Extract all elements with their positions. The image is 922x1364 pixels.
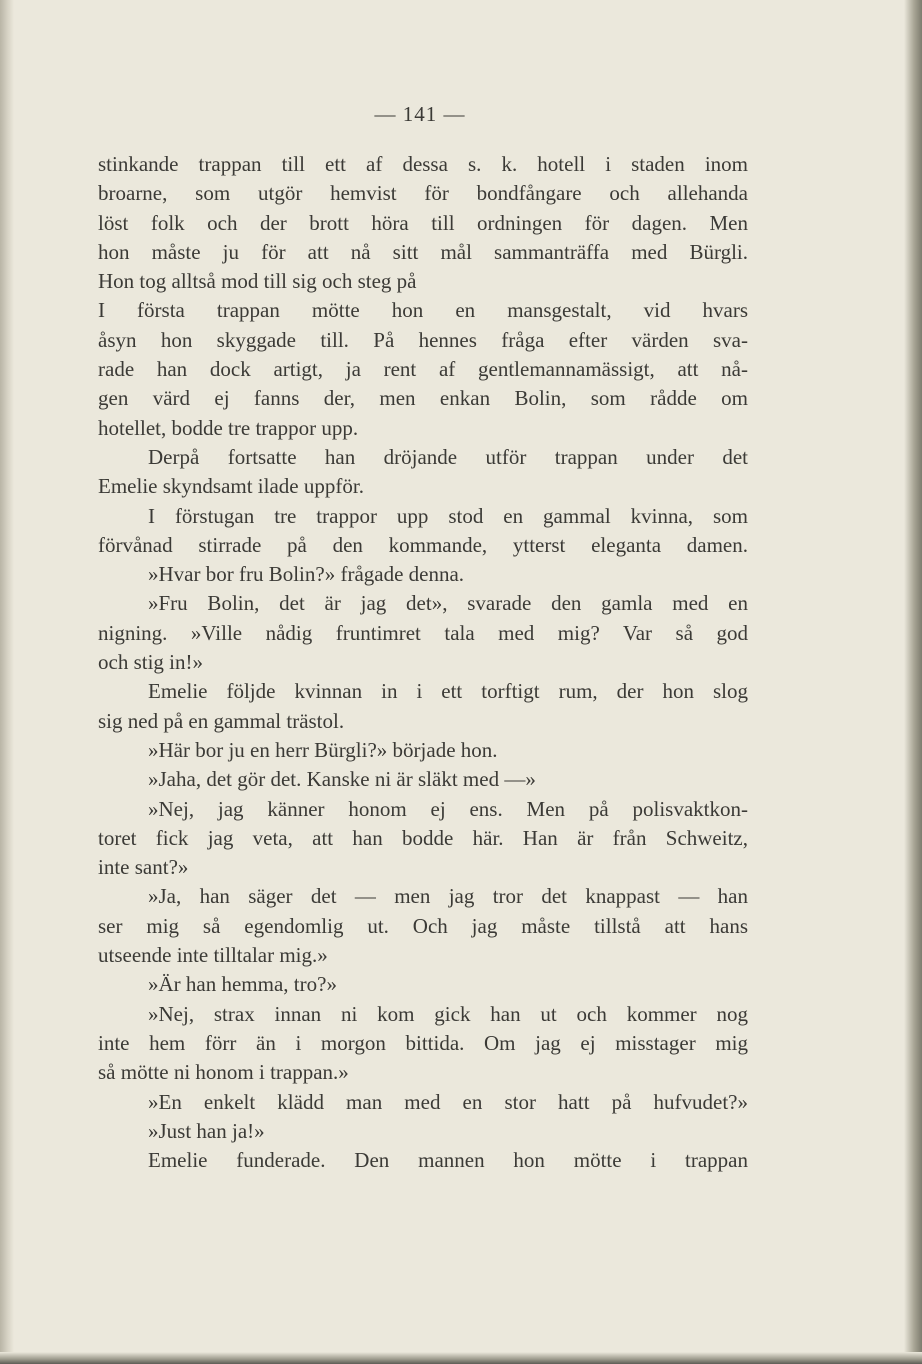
text-line: inte hem förr än i morgon bittida. Om jag ej misstager mig [98, 1030, 748, 1055]
text-line: »Här bor ju en herr Bürgli?» började hon. [148, 737, 498, 762]
text-line: »Nej, strax innan ni kom gick han ut och kommer nog [148, 1001, 748, 1026]
text-line: »Ja, han säger det — men jag tror det knappast — han [148, 884, 748, 909]
text-line: förvånad stirrade på den kommande, ytterst eleganta damen. [98, 532, 748, 557]
text-line: nigning. »Ville nådig fruntimret tala med mig? Var så god [98, 620, 748, 645]
text-line: hotellet, bodde tre trappor upp. [98, 415, 359, 440]
text-line: Emelie skyndsamt ilade uppför. [98, 474, 364, 499]
text-line: ser mig så egendomlig ut. Och jag måste tillstå att hans [98, 913, 748, 938]
body-text [98, 150, 748, 1175]
book-gutter [0, 0, 14, 1364]
text-line: Emelie funderade. Den mannen hon mötte i trappan [148, 1148, 748, 1173]
text-line: I förstugan tre trappor upp stod en gammal kvinna, som [148, 503, 748, 528]
text-line: »Just han ja!» [148, 1118, 265, 1143]
text-line: »Hvar bor fru Bolin?» frågade denna. [148, 562, 465, 587]
page-number: — 141 — [374, 102, 466, 126]
text-line: »Fru Bolin, det är jag det», svarade den gamla med en [148, 591, 748, 616]
page-edge-right [904, 0, 922, 1364]
text-line: inte sant?» [98, 855, 189, 880]
text-line: åsyn hon skyggade till. På hennes fråga efter värden sva- [98, 327, 748, 352]
text-line: gen värd ej fanns der, men enkan Bolin, som rådde om [98, 386, 748, 411]
text-line: »Nej, jag känner honom ej ens. Men på polisvaktkon- [148, 796, 748, 821]
text-line: hon måste ju för att nå sitt mål sammanträffa med Bürgli. [98, 239, 748, 264]
text-line: toret fick jag veta, att han bodde här. Han är från Schweitz, [98, 825, 748, 850]
text-line: utseende inte tilltalar mig.» [98, 943, 328, 968]
text-line: Derpå fortsatte han dröjande utför trappan under det [148, 444, 748, 469]
text-line: »En enkelt klädd man med en stor hatt på hufvudet?» [148, 1089, 748, 1114]
text-line: stinkande trappan till ett af dessa s. k. hotell i staden inom [98, 152, 748, 176]
page-edge-bottom [0, 1352, 922, 1364]
text-line: »Jaha, det gör det. Kanske ni är släkt med —» [148, 767, 536, 792]
text-line: broarne, som utgör hemvist för bondfångare och allehanda [98, 181, 748, 206]
text-line: Emelie följde kvinnan in i ett torftigt rum, der hon slog [148, 679, 748, 704]
text-line: löst folk och der brott höra till ordningen för dagen. Men [98, 210, 748, 235]
text-line: och stig in!» [98, 650, 203, 675]
text-line: rade han dock artigt, ja rent af gentlemannamässigt, att nå- [98, 357, 748, 382]
text-line: I första trappan mötte hon en mansgestalt, vid hvars [98, 298, 748, 323]
text-line: sig ned på en gammal trästol. [98, 708, 345, 733]
text-line: så mötte ni honom i trappan.» [98, 1060, 349, 1085]
text-line: »Är han hemma, tro?» [148, 972, 337, 997]
text-line: Hon tog alltså mod till sig och steg på [98, 269, 417, 294]
